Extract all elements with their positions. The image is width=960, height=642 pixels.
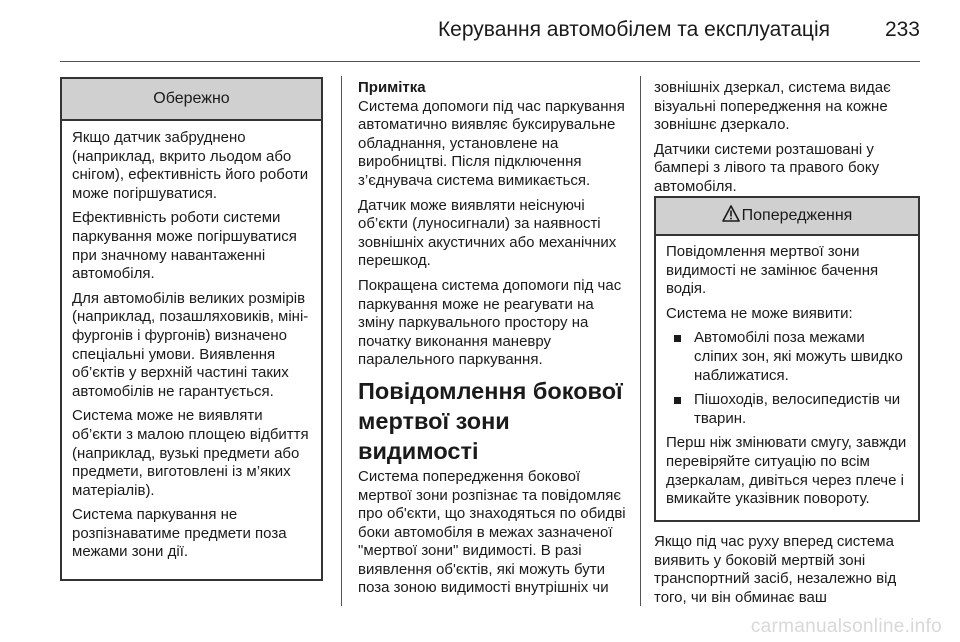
watermark: carmanualsonline.info [750,616,942,637]
warning-paragraph: Перш ніж змінювати смугу, завжди перевіряйте ситуацію по всім дзеркалам, дивіться через плече і вмикайте указівник повороту. [666,434,907,508]
caution-box-title: Обережно [62,79,321,121]
warning-paragraph: Повідомлення мертвої зони видимості не замінює бачення водія. [666,243,879,298]
section-heading: Повідомлення бокової мертвої зони видимості [358,377,623,464]
body-paragraph: зовнішніх дзеркал, система видає візуальні попередження на кожне зовнішнє дзеркало. [654,79,891,134]
warning-paragraph: Система не може виявити: [666,304,853,322]
warning-bullet-text: Пішоходів, велосипедистів чи тварин. [694,391,901,427]
body-paragraph: Датчик може виявляти неіснуючі об’єкти (луносигнали) за наявності зовнішніх акустичних або механічних перешкод. [358,196,617,270]
warning-bullet [666,391,910,428]
warning-box-header [656,198,918,236]
caution-paragraph: Система може не виявляти об’єкти з малою площею відбиття (наприклад, вузькі предмети або предмети, виготовлені із м’яких матеріалів). [72,407,309,499]
warning-triangle-icon [722,200,740,236]
bullet-square-icon [674,397,681,404]
caution-paragraph: Якщо датчик забруднено (наприклад, вкрито льодом або снігом), ефективність його роботи може погіршуватися. [72,129,309,202]
note-text: Система допомоги під час паркування автоматично виявляє буксирувальне обладнання, установлене на виробництві. Після підключення з’єднувача система вимикається. [358,97,625,189]
column-divider [640,76,641,606]
right-column [654,79,922,203]
body-paragraph: Система попередження бокової мертвої зони розпізнає та повідомляє про об'єкти, що знаходяться по обидві боки автомобіля в межах зазначеної "мертвої зони" видимості. В разі виявлення об'єктів, які можуть бути поза зоною видимості внутрішніх чи [358,467,626,597]
warning-box-body [656,236,918,519]
page-header [60,18,920,48]
warning-box-title: Попередження [741,207,853,224]
body-paragraph: Покращена система допомоги під час паркування може не реагувати на зміну паркувального простору на початку виконання маневру паралельного паркування. [358,276,622,369]
caution-paragraph: Система паркування не розпізнаватиме предмети поза межами зони дії. [72,506,287,561]
body-paragraph: Якщо під час руху вперед система виявить у боковій мертвій зоні транспортний засіб, незалежно від того, чи він обминає ваш [654,533,897,606]
warning-bullet [666,329,910,385]
body-paragraph: Датчики системи розташовані у бампері з лівого та правого боку автомобіля. [654,140,880,195]
caution-box-body [62,121,321,572]
caution-box [60,77,323,581]
note-title: Примітка [358,79,426,96]
warning-bullet-text: Автомобілі поза межами сліпих зон, які можуть швидко наближатися. [694,329,903,384]
middle-column [358,79,626,598]
bullet-square-icon [674,335,681,342]
caution-paragraph: Для автомобілів великих розмірів (наприклад, позашляховиків, міні-фургонів і фургонів) визначено спеціальні умови. Виявлення об’єктів у верхній частині таких автомобілів не гарантується. [72,289,309,400]
header-title: Керування автомобілем та експлуатація [437,18,830,41]
warning-box [654,196,920,522]
caution-paragraph: Ефективність роботи системи паркування може погіршуватися при значному навантаженні автомобіля. [72,209,297,283]
right-column-continued [654,533,922,607]
page-number: 233 [884,18,920,41]
header-rule [60,61,920,62]
column-divider [341,76,342,606]
